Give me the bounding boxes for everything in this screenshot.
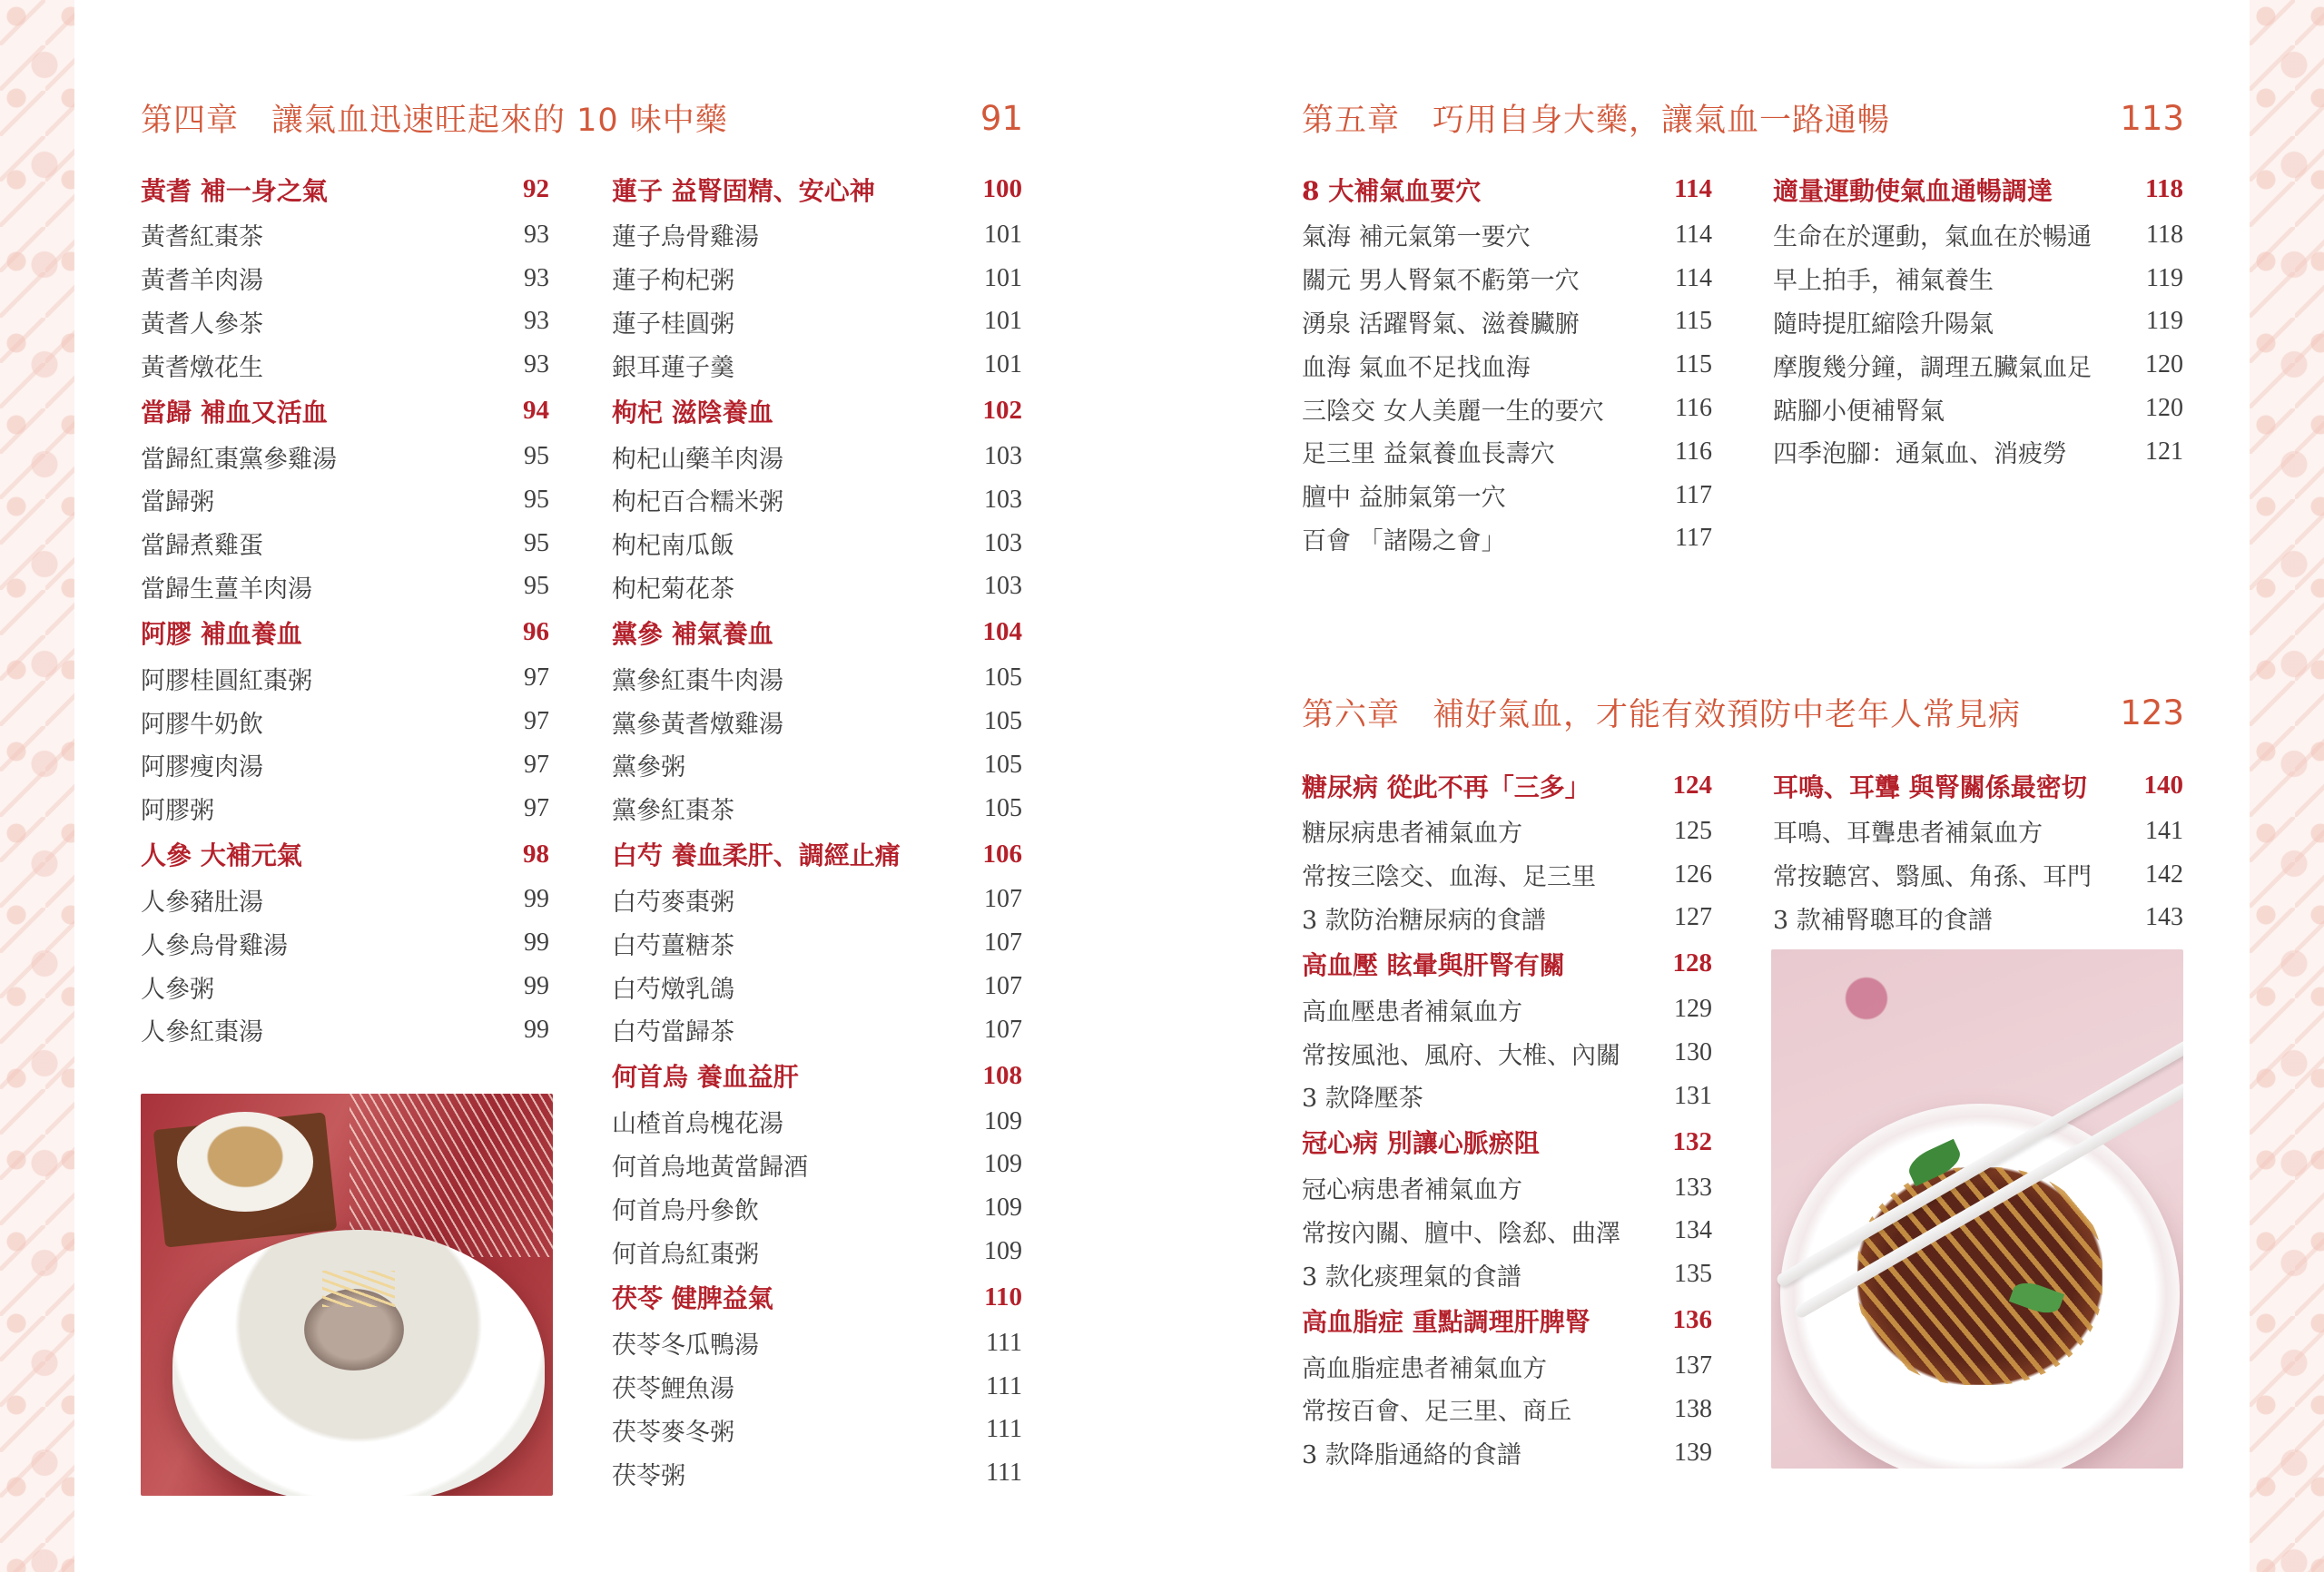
entry-page: 133 <box>1674 1173 1712 1202</box>
entry-label: 常按三陰交、血海、足三里 <box>1302 863 1596 892</box>
entry-label: 枸杞山藥羊肉湯 <box>612 445 783 474</box>
stir-fry-dish-photo <box>1771 949 2183 1469</box>
section-title: 高血脂症 重點調理肝脾腎 <box>1302 1306 1590 1337</box>
toc-entry[interactable] <box>141 435 549 478</box>
toc-entry[interactable] <box>612 965 1022 1008</box>
toc-section-heading[interactable] <box>1302 761 1712 810</box>
toc-section-heading[interactable] <box>141 608 549 656</box>
entry-page: 115 <box>1675 350 1712 379</box>
entry-label: 生命在於運動，氣血在於暢通 <box>1773 223 2092 252</box>
entry-label: 白芍薑糖茶 <box>612 931 734 960</box>
entry-label: 黃耆羊肉湯 <box>141 267 263 296</box>
entry-label: 白芍燉乳鴿 <box>612 975 734 1004</box>
entry-page: 99 <box>524 972 549 1001</box>
section-title: 適量運動使氣血通暢調達 <box>1773 175 2053 206</box>
entry-label: 茯苓冬瓜鴨湯 <box>612 1331 759 1361</box>
section-title: 茯苓 健脾益氣 <box>612 1283 773 1314</box>
section-title: 冠心病 別讓心脈瘀阻 <box>1302 1128 1540 1159</box>
entry-label: 蓮子枸杞粥 <box>612 267 734 296</box>
toc-entry[interactable] <box>1302 853 1712 897</box>
entry-label: 蓮子桂圓粥 <box>612 309 734 339</box>
toc-entry[interactable] <box>1773 300 2183 344</box>
toc-column <box>1302 761 1712 1475</box>
section-title: 糖尿病 從此不再「三多」 <box>1302 771 1590 802</box>
entry-label: 四季泡腳：通氣血、消疲勞 <box>1773 440 2067 469</box>
toc-section-heading[interactable] <box>1302 1296 1712 1344</box>
section-page: 124 <box>1672 771 1712 800</box>
section-title: 高血壓 眩暈與肝腎有關 <box>1302 949 1565 980</box>
toc-entry[interactable] <box>141 787 549 830</box>
toc-entry[interactable] <box>1302 1075 1712 1118</box>
entry-label: 當歸煮雞蛋 <box>141 532 263 561</box>
entry-page: 116 <box>1675 394 1712 423</box>
toc-entry[interactable] <box>612 257 1022 300</box>
entry-label: 當歸生薑羊肉湯 <box>141 575 312 604</box>
entry-label: 茯苓麥冬粥 <box>612 1418 734 1447</box>
toc-entry[interactable] <box>141 522 549 565</box>
entry-label: 枸杞菊花茶 <box>612 575 734 604</box>
toc-entry[interactable] <box>612 1451 1022 1495</box>
toc-section-heading[interactable] <box>1302 939 1712 987</box>
entry-page: 137 <box>1674 1351 1712 1380</box>
toc-entry[interactable] <box>141 478 549 522</box>
entry-page: 99 <box>524 885 549 914</box>
entry-label: 人參紅棗湯 <box>141 1018 263 1047</box>
entry-page: 139 <box>1674 1438 1712 1467</box>
toc-entry[interactable] <box>612 213 1022 257</box>
entry-page: 93 <box>524 350 549 379</box>
entry-page: 134 <box>1674 1216 1712 1245</box>
entry-page: 95 <box>524 528 549 557</box>
entry-page: 97 <box>524 663 549 693</box>
entry-page: 103 <box>984 528 1022 557</box>
entry-page: 118 <box>2146 220 2183 249</box>
toc-entry[interactable] <box>1773 430 2183 474</box>
chapter-page: 123 <box>2120 693 2184 732</box>
entry-label: 黨參粥 <box>612 753 685 782</box>
toc-entry[interactable] <box>612 743 1022 787</box>
entry-page: 119 <box>2146 307 2183 336</box>
section-page: 136 <box>1672 1305 1712 1335</box>
toc-entry[interactable] <box>612 1186 1022 1230</box>
toc-entry[interactable] <box>1773 213 2183 257</box>
entry-page: 131 <box>1674 1081 1712 1110</box>
entry-label: 枸杞百合糯米粥 <box>612 488 783 517</box>
toc-entry[interactable] <box>612 1144 1022 1187</box>
section-page: 106 <box>982 839 1022 869</box>
entry-label: 當歸紅棗黨參雞湯 <box>141 445 337 474</box>
entry-label: 白芍麥棗粥 <box>612 888 734 917</box>
toc-section-heading[interactable] <box>141 165 549 213</box>
toc-entry[interactable] <box>1302 1253 1712 1296</box>
toc-entry[interactable] <box>1302 1031 1712 1075</box>
chapter-page: 113 <box>2120 98 2184 138</box>
entry-page: 93 <box>524 307 549 336</box>
entry-page: 93 <box>524 220 549 249</box>
entry-page: 105 <box>984 707 1022 736</box>
chapter-title: 第四章 讓氣血迅速旺起來的 10 味中藥 <box>141 103 728 139</box>
entry-page: 95 <box>524 442 549 471</box>
toc-entry[interactable] <box>1302 213 1712 257</box>
toc-entry[interactable] <box>612 787 1022 830</box>
entry-label: 3 款補腎聰耳的食譜 <box>1773 906 1993 935</box>
entry-page: 97 <box>524 793 549 822</box>
toc-entry[interactable] <box>612 478 1022 522</box>
entry-page: 117 <box>1675 480 1712 509</box>
toc-entry[interactable] <box>612 435 1022 478</box>
entry-page: 129 <box>1674 995 1712 1024</box>
entry-page: 114 <box>1675 263 1712 292</box>
left-floral-border <box>0 0 74 1572</box>
toc-entry[interactable] <box>141 921 549 965</box>
entry-label: 早上拍手，補氣養生 <box>1773 267 1994 296</box>
entry-label: 黃耆人參茶 <box>141 309 263 339</box>
entry-label: 糖尿病患者補氣血方 <box>1302 820 1522 849</box>
chapter-page: 91 <box>980 98 1023 138</box>
chapter-6-heading[interactable] <box>1302 685 2184 740</box>
entry-label: 湧泉 活躍腎氣、滋養臟腑 <box>1302 309 1580 339</box>
entry-label: 3 款降脂通絡的食譜 <box>1302 1441 1521 1470</box>
entry-page: 125 <box>1674 816 1712 845</box>
section-title: 當歸 補血又活血 <box>141 397 328 427</box>
entry-page: 95 <box>524 485 549 514</box>
entry-label: 阿膠桂圓紅棗粥 <box>141 666 312 695</box>
entry-label: 3 款降壓茶 <box>1302 1085 1423 1114</box>
toc-entry[interactable] <box>141 565 549 609</box>
section-page: 96 <box>523 617 549 647</box>
section-title: 黨參 補氣養血 <box>612 618 773 649</box>
entry-page: 97 <box>524 750 549 779</box>
toc-section-heading[interactable] <box>1302 165 1712 213</box>
entry-label: 人參烏骨雞湯 <box>141 931 288 960</box>
entry-page: 107 <box>984 1015 1022 1044</box>
section-page: 114 <box>1674 174 1712 203</box>
entry-page: 95 <box>524 572 549 601</box>
toc-entry[interactable] <box>1302 430 1712 474</box>
toc-entry[interactable] <box>1302 387 1712 430</box>
toc-entry[interactable] <box>1302 1388 1712 1431</box>
entry-page: 127 <box>1674 903 1712 932</box>
toc-entry[interactable] <box>1302 1344 1712 1388</box>
entry-label: 茯苓粥 <box>612 1461 685 1490</box>
section-page: 128 <box>1672 948 1712 978</box>
toc-entry[interactable] <box>612 343 1022 387</box>
entry-label: 何首烏紅棗粥 <box>612 1240 759 1269</box>
toc-entry[interactable] <box>612 522 1022 565</box>
entry-label: 常按聽宮、翳風、角孫、耳門 <box>1773 863 2092 892</box>
ginger-shape <box>322 1271 395 1307</box>
section-page: 102 <box>982 396 1022 426</box>
entry-label: 阿膠瘦肉湯 <box>141 753 263 782</box>
toc-section-heading[interactable] <box>1773 761 2183 810</box>
section-page: 108 <box>982 1060 1022 1090</box>
entry-label: 隨時提肛縮陰升陽氣 <box>1773 309 1994 339</box>
entry-page: 126 <box>1674 860 1712 889</box>
entry-label: 高血壓患者補氣血方 <box>1302 997 1522 1027</box>
entry-label: 白芍當歸茶 <box>612 1018 734 1047</box>
section-page: 118 <box>2145 174 2183 203</box>
entry-page: 117 <box>1675 524 1712 553</box>
entry-label: 人參豬肚湯 <box>141 888 263 917</box>
toc-section-heading[interactable] <box>1773 165 2183 213</box>
section-page: 104 <box>982 617 1022 647</box>
entry-label: 銀耳蓮子羹 <box>612 353 734 382</box>
entry-label: 何首烏地黃當歸酒 <box>612 1153 808 1182</box>
toc-section-heading[interactable] <box>612 1052 1022 1100</box>
chapter-5-heading[interactable] <box>1302 91 2184 145</box>
toc-entry[interactable] <box>1773 387 2183 430</box>
toc-entry[interactable] <box>141 300 549 344</box>
toc-entry[interactable] <box>1302 1210 1712 1253</box>
entry-page: 107 <box>984 928 1022 958</box>
entry-label: 耳鳴、耳聾患者補氣血方 <box>1773 820 2043 849</box>
section-title: 耳鳴、耳聾 與腎關係最密切 <box>1773 771 2087 802</box>
toc-entry[interactable] <box>141 700 549 743</box>
pink-stamp-shape <box>1798 949 1935 1031</box>
toc-entry[interactable] <box>141 213 549 257</box>
entry-label: 茯苓鯉魚湯 <box>612 1375 734 1404</box>
entry-page: 138 <box>1674 1394 1712 1423</box>
entry-label: 黃耆燉花生 <box>141 353 263 382</box>
entry-label: 足三里 益氣養血長壽穴 <box>1302 440 1555 469</box>
entry-page: 143 <box>2145 903 2183 932</box>
entry-page: 109 <box>984 1194 1022 1223</box>
entry-label: 關元 男人腎氣不虧第一穴 <box>1302 267 1580 296</box>
toc-entry[interactable] <box>612 921 1022 965</box>
section-title: 8 大補氣血要穴 <box>1302 175 1482 206</box>
toc-entry[interactable] <box>1773 810 2183 853</box>
entry-page: 121 <box>2145 437 2183 466</box>
entry-page: 135 <box>1674 1260 1712 1289</box>
toc-column <box>612 165 1022 1495</box>
entry-page: 103 <box>984 442 1022 471</box>
entry-page: 115 <box>1675 307 1712 336</box>
entry-label: 常按內關、膻中、陰郄、曲澤 <box>1302 1219 1620 1248</box>
chapter-4-heading[interactable] <box>141 91 1023 145</box>
entry-page: 107 <box>984 972 1022 1001</box>
entry-label: 黨參紅棗茶 <box>612 797 734 826</box>
entry-page: 101 <box>984 350 1022 379</box>
entry-page: 107 <box>984 885 1022 914</box>
entry-label: 3 款防治糖尿病的食譜 <box>1302 906 1546 935</box>
entry-page: 111 <box>986 1459 1022 1488</box>
entry-page: 97 <box>524 707 549 736</box>
right-floral-border <box>2250 0 2324 1572</box>
entry-page: 101 <box>984 307 1022 336</box>
toc-entry[interactable] <box>141 343 549 387</box>
entry-label: 百會 「諸陽之會」 <box>1302 526 1506 555</box>
entry-label: 枸杞南瓜飯 <box>612 532 734 561</box>
section-page: 92 <box>523 174 549 203</box>
entry-label: 人參粥 <box>141 975 214 1004</box>
entry-label: 何首烏丹參飲 <box>612 1196 759 1225</box>
toc-entry[interactable] <box>1302 343 1712 387</box>
toc-entry[interactable] <box>1302 517 1712 561</box>
toc-entry[interactable] <box>1302 474 1712 517</box>
tea-cup-shape <box>177 1112 313 1212</box>
toc-section-heading[interactable] <box>612 608 1022 656</box>
toc-entry[interactable] <box>1302 300 1712 344</box>
section-title: 人參 大補元氣 <box>141 840 302 871</box>
entry-page: 99 <box>524 1015 549 1044</box>
toc-entry[interactable] <box>612 879 1022 922</box>
toc-entry[interactable] <box>141 257 549 300</box>
toc-column <box>1773 761 2183 939</box>
toc-entry[interactable] <box>612 656 1022 700</box>
entry-label: 踮腳小便補腎氣 <box>1773 397 1945 426</box>
entry-page: 114 <box>1675 220 1712 249</box>
toc-column <box>141 165 549 1052</box>
entry-label: 冠心病患者補氣血方 <box>1302 1176 1522 1205</box>
section-title: 枸杞 滋陰養血 <box>612 397 773 427</box>
toc-section-heading[interactable] <box>612 830 1022 879</box>
toc-section-heading[interactable] <box>141 387 549 435</box>
entry-label: 黨參黃耆燉雞湯 <box>612 710 783 739</box>
toc-entry[interactable] <box>1773 343 2183 387</box>
toc-column <box>1302 165 1712 560</box>
entry-label: 摩腹幾分鐘，調理五臟氣血足 <box>1773 353 2092 382</box>
entry-page: 105 <box>984 793 1022 822</box>
entry-page: 109 <box>984 1237 1022 1266</box>
toc-section-heading[interactable] <box>612 387 1022 435</box>
toc-entry[interactable] <box>612 565 1022 609</box>
section-page: 140 <box>2143 771 2183 800</box>
entry-label: 膻中 益肺氣第一穴 <box>1302 484 1506 513</box>
toc-entry[interactable] <box>141 743 549 787</box>
entry-page: 109 <box>984 1106 1022 1135</box>
toc-entry[interactable] <box>612 700 1022 743</box>
toc-entry[interactable] <box>141 965 549 1008</box>
toc-entry[interactable] <box>141 1008 549 1052</box>
toc-entry[interactable] <box>1302 1166 1712 1210</box>
entry-page: 105 <box>984 663 1022 693</box>
entry-label: 山楂首烏槐花湯 <box>612 1110 783 1139</box>
entry-page: 130 <box>1674 1038 1712 1067</box>
toc-entry[interactable] <box>612 1230 1022 1273</box>
toc-entry[interactable] <box>612 1409 1022 1452</box>
toc-entry[interactable] <box>612 300 1022 344</box>
entry-label: 常按風池、風府、大椎、內關 <box>1302 1041 1620 1070</box>
toc-section-heading[interactable] <box>612 165 1022 213</box>
section-title: 黃耆 補一身之氣 <box>141 175 328 206</box>
entry-label: 血海 氣血不足找血海 <box>1302 353 1531 382</box>
entry-page: 111 <box>986 1371 1022 1400</box>
entry-label: 高血脂症患者補氣血方 <box>1302 1354 1547 1383</box>
section-title: 何首烏 養血益肝 <box>612 1062 799 1093</box>
toc-entry[interactable] <box>612 1365 1022 1409</box>
entry-page: 111 <box>986 1415 1022 1444</box>
section-title: 白芍 養血柔肝、調經止痛 <box>612 840 901 871</box>
entry-page: 120 <box>2145 394 2183 423</box>
entry-page: 109 <box>984 1150 1022 1179</box>
section-page: 98 <box>523 839 549 869</box>
entry-label: 常按百會、足三里、商丘 <box>1302 1398 1571 1427</box>
section-page: 110 <box>984 1282 1022 1312</box>
toc-entry[interactable] <box>1302 897 1712 940</box>
entry-page: 103 <box>984 485 1022 514</box>
entry-label: 阿膠粥 <box>141 797 214 826</box>
entry-page: 105 <box>984 750 1022 779</box>
entry-page: 116 <box>1675 437 1712 466</box>
entry-label: 阿膠牛奶飲 <box>141 710 263 739</box>
entry-page: 119 <box>2146 263 2183 292</box>
toc-section-heading[interactable] <box>612 1273 1022 1321</box>
chapter-title: 第六章 補好氣血，才能有效預防中老年人常見病 <box>1302 697 2022 733</box>
toc-entry[interactable] <box>612 1321 1022 1365</box>
toc-entry[interactable] <box>612 1100 1022 1144</box>
toc-entry[interactable] <box>1773 257 2183 300</box>
entry-page: 93 <box>524 263 549 292</box>
entry-label: 黨參紅棗牛肉湯 <box>612 666 783 695</box>
section-page: 100 <box>982 174 1022 203</box>
toc-entry[interactable] <box>1302 1431 1712 1475</box>
entry-page: 101 <box>984 263 1022 292</box>
entry-page: 120 <box>2145 350 2183 379</box>
toc-entry[interactable] <box>141 879 549 922</box>
entry-page: 141 <box>2145 816 2183 845</box>
section-page: 94 <box>523 396 549 426</box>
toc-section-heading[interactable] <box>141 830 549 879</box>
toc-section-heading[interactable] <box>1302 1118 1712 1166</box>
chapter-title: 第五章 巧用自身大藥，讓氣血一路通暢 <box>1302 103 1891 139</box>
entry-label: 三陰交 女人美麗一生的要穴 <box>1302 397 1604 426</box>
entry-page: 142 <box>2145 860 2183 889</box>
toc-entry[interactable] <box>1302 987 1712 1031</box>
toc-column <box>1773 165 2183 474</box>
toc-entry[interactable] <box>1773 853 2183 897</box>
section-page: 132 <box>1672 1126 1712 1156</box>
entry-page: 103 <box>984 572 1022 601</box>
toc-entry[interactable] <box>141 656 549 700</box>
toc-entry[interactable] <box>1773 897 2183 940</box>
toc-entry[interactable] <box>1302 810 1712 853</box>
toc-entry[interactable] <box>612 1008 1022 1052</box>
section-title: 蓮子 益腎固精、安心神 <box>612 175 875 206</box>
entry-label: 蓮子烏骨雞湯 <box>612 223 759 252</box>
toc-entry[interactable] <box>1302 257 1712 300</box>
entry-label: 3 款化痰理氣的食譜 <box>1302 1263 1521 1292</box>
entry-page: 101 <box>984 220 1022 249</box>
soup-bowl-photo <box>141 1094 553 1496</box>
entry-label: 當歸粥 <box>141 488 214 517</box>
section-title: 阿膠 補血養血 <box>141 618 302 649</box>
entry-label: 氣海 補元氣第一要穴 <box>1302 223 1531 252</box>
entry-page: 99 <box>524 928 549 958</box>
entry-page: 111 <box>986 1328 1022 1357</box>
entry-label: 黃耆紅棗茶 <box>141 223 263 252</box>
